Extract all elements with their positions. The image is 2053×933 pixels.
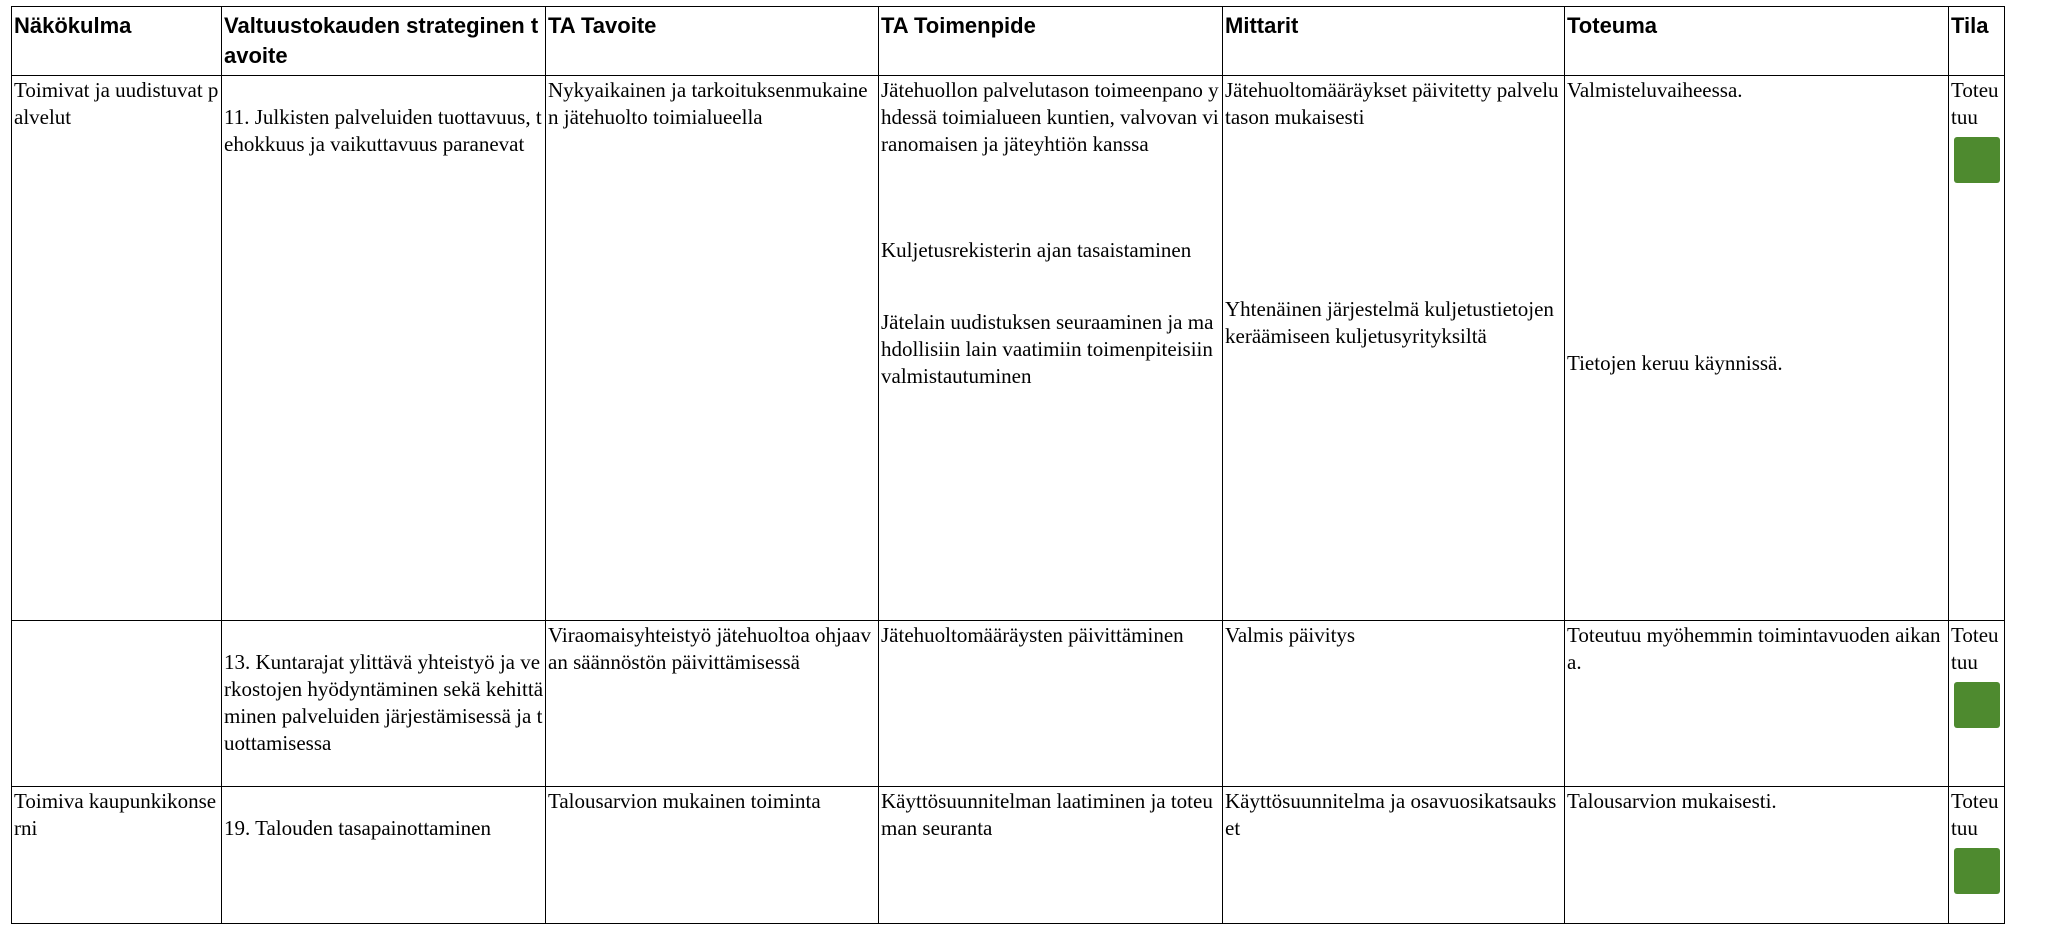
header-metrics: Mittarit xyxy=(1223,7,1565,76)
strategic-goal-text: 19. Talouden tasapainottaminen xyxy=(224,816,491,840)
status-indicator xyxy=(1954,848,2000,894)
header-ta-goal: TA Tavoite xyxy=(546,7,879,76)
outcome-text: Toteutuu myöhemmin toimintavuoden aikana. xyxy=(1567,623,1941,674)
table-row xyxy=(12,76,2005,621)
ta-action-text: Käyttösuunnitelman laatiminen ja toteuman seuranta xyxy=(881,789,1213,840)
status-indicator xyxy=(1954,137,2000,183)
perspective-cell xyxy=(12,787,222,924)
ta-action-text: Jätehuollon palvelutason toimeenpano yhdessä toimialueen kuntien, valvovan viranomaisen ja jäteyhtiön kanssa xyxy=(881,78,1219,156)
outcome-cell xyxy=(1565,787,1949,924)
perspective-text xyxy=(14,621,219,622)
ta-goal-cell xyxy=(546,621,879,787)
header-ta-action: TA Toimenpide xyxy=(879,7,1223,76)
status-cell xyxy=(1949,621,2005,787)
ta-action-text: Jätelain uudistuksen seuraaminen ja mahdollisiin lain vaatimiin toimenpiteisiin valmistautuminen xyxy=(881,310,1214,388)
ta-goal-text: Viraomaisyhteistyö jätehuoltoa ohjaavan säännöstön päivittämisessä xyxy=(548,623,871,674)
metric-text: Jätehuoltomääräykset päivitetty palvelutason mukaisesti xyxy=(1225,78,1559,129)
perspective-cell xyxy=(12,621,222,787)
ta-action-text: Kuljetusrekisterin ajan tasaistaminen xyxy=(881,238,1192,262)
outcome-text: Tietojen keruu käynnissä. xyxy=(1567,351,1783,375)
table-row xyxy=(12,787,2005,924)
ta-action-cell xyxy=(879,76,1223,621)
strategic-goal-cell xyxy=(222,76,546,621)
ta-goal-text: Nykyaikainen ja tarkoituksenmukainen jätehuolto toimialueella xyxy=(548,78,868,129)
metrics-cell xyxy=(1223,621,1565,787)
status-cell xyxy=(1949,76,2005,621)
outcome-text: Valmisteluvaiheessa. xyxy=(1567,78,1743,102)
strategic-goal-cell xyxy=(222,787,546,924)
strategic-goal-cell xyxy=(222,621,546,787)
perspective-text: Toimivat ja uudistuvat palvelut xyxy=(14,78,219,129)
strategic-goal-text: 11. Julkisten palveluiden tuottavuus, tehokkuus ja vaikuttavuus paranevat xyxy=(224,105,542,156)
ta-goal-text: Talousarvion mukainen toiminta xyxy=(548,789,821,813)
table-header-row xyxy=(12,7,2005,76)
perspective-text: Toimiva kaupunkikonserni xyxy=(14,789,217,840)
perspective-cell xyxy=(12,76,222,621)
header-outcome: Toteuma xyxy=(1565,7,1949,76)
metrics-cell xyxy=(1223,787,1565,924)
status-indicator xyxy=(1954,682,2000,728)
metric-text: Yhtenäinen järjestelmä kuljetustietojen keräämiseen kuljetusyrityksiltä xyxy=(1225,297,1554,348)
ta-action-text: Jätehuoltomääräysten päivittäminen xyxy=(881,623,1184,647)
status-cell xyxy=(1949,787,2005,924)
ta-goal-cell xyxy=(546,787,879,924)
ta-goal-cell xyxy=(546,76,879,621)
status-text: Toteutuu xyxy=(1951,78,1999,129)
outcome-cell xyxy=(1565,76,1949,621)
header-strategic-goal: Valtuustokauden strateginen tavoite xyxy=(222,7,546,76)
strategic-goal-text: 13. Kuntarajat ylittävä yhteistyö ja verkostojen hyödyntäminen sekä kehittäminen palveluiden järjestämisessä ja tuottamisessa xyxy=(224,650,544,755)
status-text: Toteutuu xyxy=(1951,623,1999,674)
header-perspective: Näkökulma xyxy=(12,7,222,76)
outcome-cell xyxy=(1565,621,1949,787)
table-row xyxy=(12,621,2005,787)
metrics-cell xyxy=(1223,76,1565,621)
header-status: Tila xyxy=(1949,7,2005,76)
status-text: Toteutuu xyxy=(1951,789,1999,840)
action-plan-table xyxy=(11,6,2005,924)
metric-text: Valmis päivitys xyxy=(1225,623,1356,647)
ta-action-cell xyxy=(879,787,1223,924)
ta-action-cell xyxy=(879,621,1223,787)
metric-text: Käyttösuunnitelma ja osavuosikatsaukset xyxy=(1225,789,1557,840)
outcome-text: Talousarvion mukaisesti. xyxy=(1567,789,1777,813)
